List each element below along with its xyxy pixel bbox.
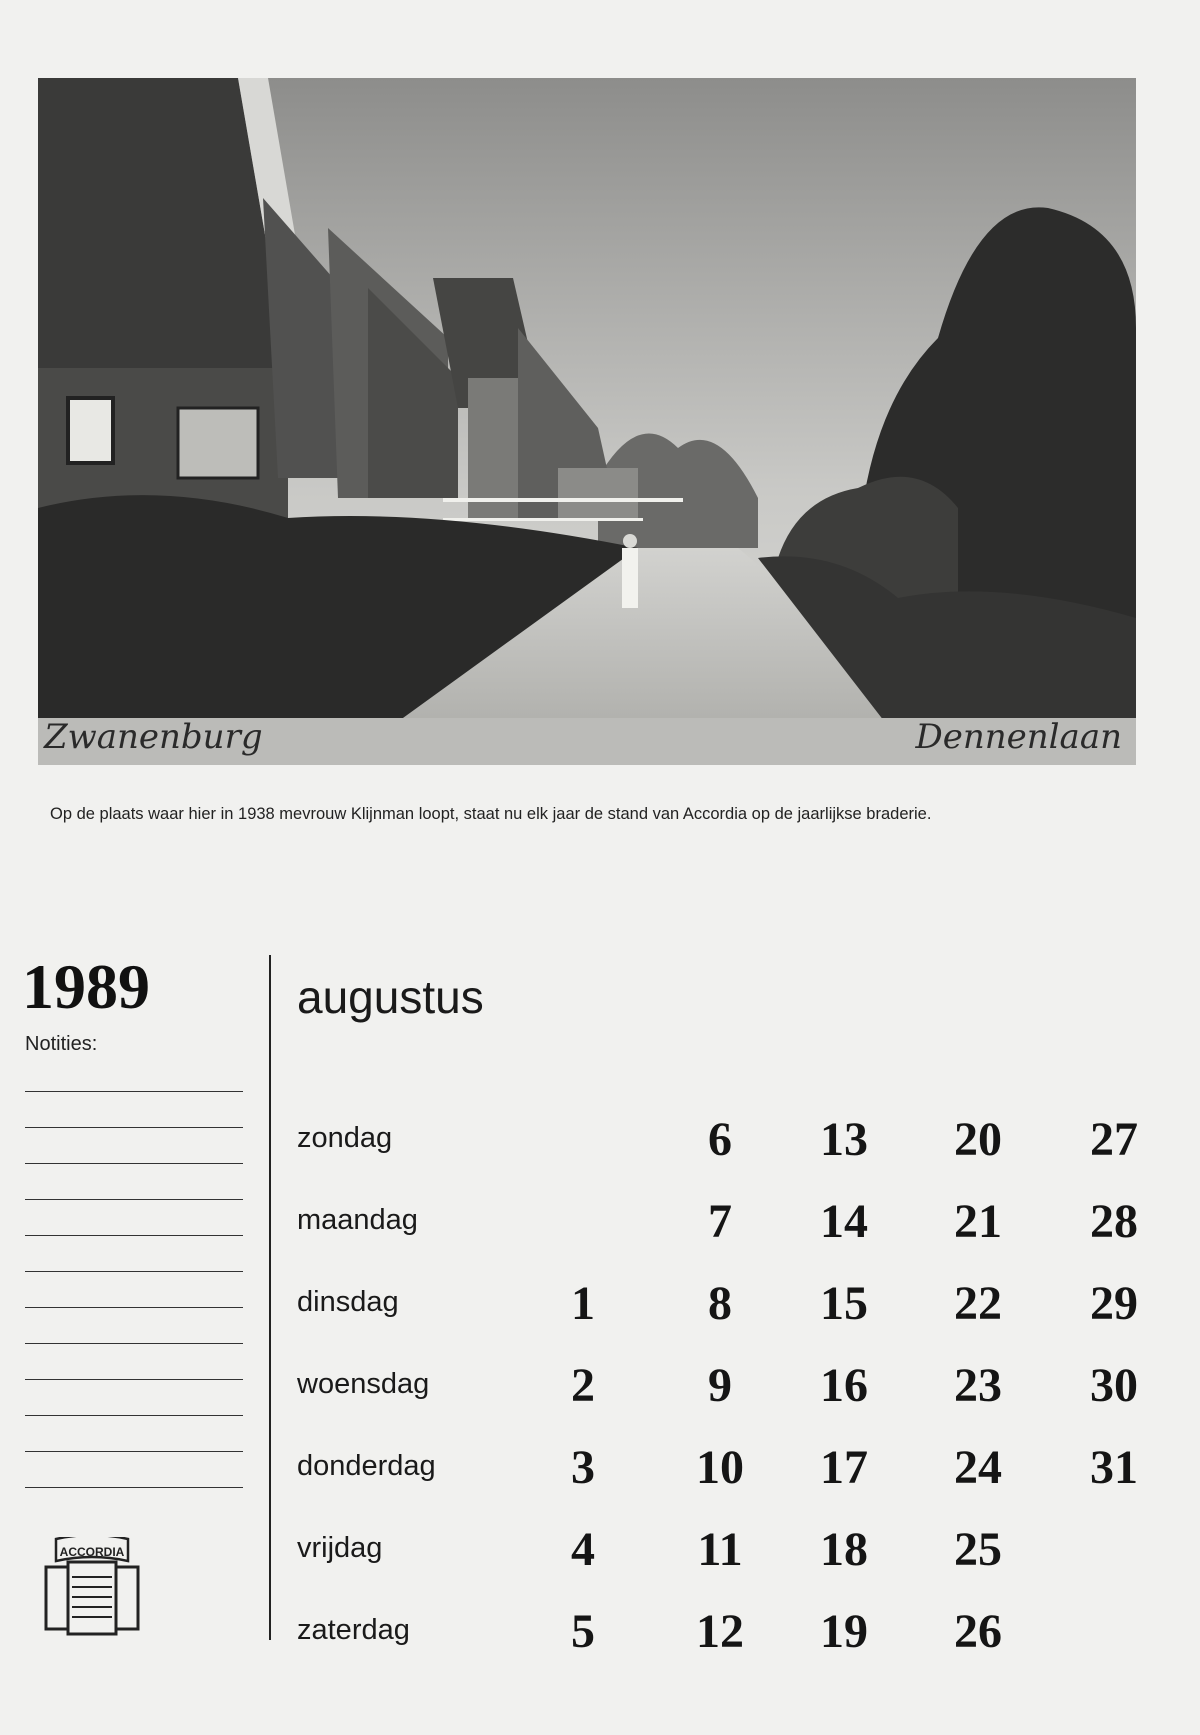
note-line [25, 1415, 243, 1416]
date-cell: 3 [571, 1441, 595, 1494]
date-cell: 26 [954, 1605, 1002, 1658]
date-cell: 25 [954, 1523, 1002, 1576]
date-cell: 19 [820, 1605, 868, 1658]
date-cell: 17 [820, 1441, 868, 1494]
note-line [25, 1379, 243, 1380]
notes-label: Notities: [25, 1033, 98, 1055]
note-line [25, 1199, 243, 1200]
note-line [25, 1127, 243, 1128]
date-cell: 31 [1090, 1441, 1138, 1494]
date-cell: 28 [1090, 1195, 1138, 1248]
note-line [25, 1271, 243, 1272]
date-cell: 12 [696, 1605, 744, 1658]
date-cell: 21 [954, 1195, 1002, 1248]
day-name-woensdag: woensdag [297, 1368, 430, 1400]
day-name-dinsdag: dinsdag [297, 1286, 399, 1318]
date-cell: 1 [571, 1277, 595, 1330]
accordia-logo [42, 1537, 142, 1642]
note-line [25, 1307, 243, 1308]
date-cell: 7 [708, 1195, 732, 1248]
date-cell: 14 [820, 1195, 868, 1248]
date-cell: 11 [697, 1523, 743, 1576]
month-title: augustus [297, 971, 484, 1023]
date-cell: 29 [1090, 1277, 1138, 1330]
note-line [25, 1235, 243, 1236]
date-cell: 20 [954, 1113, 1002, 1166]
street-photo [38, 78, 1136, 765]
date-cell: 6 [708, 1113, 732, 1166]
date-cell: 9 [708, 1359, 732, 1412]
day-name-zaterdag: zaterdag [297, 1614, 410, 1646]
photo-caption-location: Zwanenburg [44, 717, 263, 757]
date-cell: 5 [571, 1605, 595, 1658]
date-cell: 27 [1090, 1113, 1138, 1166]
day-name-zondag: zondag [297, 1122, 393, 1154]
day-name-donderdag: donderdag [297, 1450, 436, 1482]
date-cell: 4 [571, 1523, 595, 1576]
date-cell: 16 [820, 1359, 868, 1412]
date-cell: 15 [820, 1277, 868, 1330]
date-cell: 18 [820, 1523, 868, 1576]
note-line [25, 1343, 243, 1344]
logo-text: ACCORDIA [59, 1545, 125, 1559]
note-line [25, 1091, 243, 1092]
date-cell: 30 [1090, 1359, 1138, 1412]
date-cell: 10 [696, 1441, 744, 1494]
photo-description: Op de plaats waar hier in 1938 mevrouw Klijnman loopt, staat nu elk jaar de stand van Accordia op de jaarlijkse braderie. [50, 805, 932, 823]
photo-caption-street: Dennenlaan [915, 717, 1122, 757]
year-title: 1989 [22, 951, 150, 1022]
date-cell: 13 [820, 1113, 868, 1166]
date-cell: 2 [571, 1359, 595, 1412]
note-line [25, 1163, 243, 1164]
day-name-vrijdag: vrijdag [297, 1532, 383, 1564]
date-cell: 23 [954, 1359, 1002, 1412]
date-cell: 24 [954, 1441, 1002, 1494]
column-divider [269, 955, 271, 1640]
date-cell: 8 [708, 1277, 732, 1330]
note-line [25, 1487, 243, 1488]
dennenlaan-photo-illustration [38, 78, 1136, 765]
date-cell: 22 [954, 1277, 1002, 1330]
note-line [25, 1451, 243, 1452]
day-name-maandag: maandag [297, 1204, 418, 1236]
